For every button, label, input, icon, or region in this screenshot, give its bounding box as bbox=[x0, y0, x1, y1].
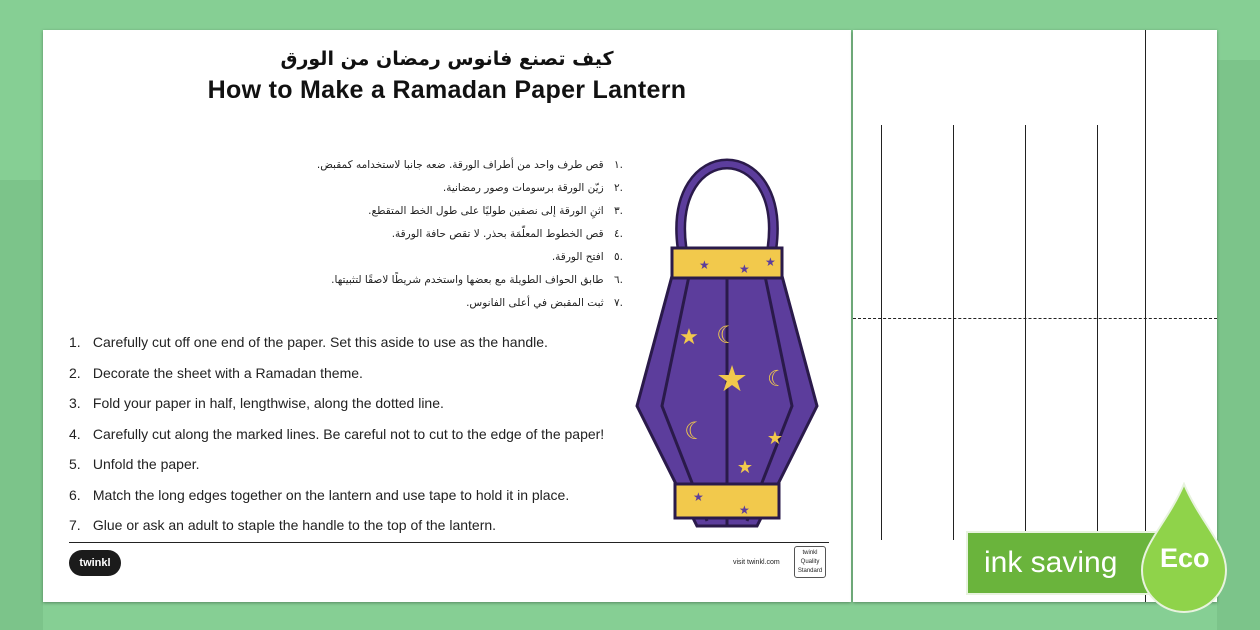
svg-text:★: ★ bbox=[699, 258, 710, 272]
list-item: .٣ اثنِ الورقة إلى نصفين طوليًا على طول الخط المتقطع. bbox=[368, 205, 623, 217]
list-item: 5. Unfold the paper. bbox=[69, 456, 200, 472]
list-item: .٢ زيّن الورقة برسومات وصور رمضانية. bbox=[442, 182, 623, 194]
list-item: 2. Decorate the sheet with a Ramadan theme. bbox=[69, 364, 363, 381]
svg-text:★: ★ bbox=[765, 255, 776, 269]
list-item: .٤ قص الخطوط المعلّمَة بحذر. لا تقص حافة الورقة. bbox=[391, 228, 623, 240]
svg-text:★: ★ bbox=[736, 457, 754, 477]
list-item: 7. Glue or ask an adult to staple the handle to the top of the lantern. bbox=[69, 517, 497, 533]
title-english: How to Make a Ramadan Paper Lantern bbox=[207, 76, 687, 104]
svg-text:★: ★ bbox=[766, 428, 784, 448]
arabic-steps bbox=[203, 154, 623, 315]
eco-label: Eco bbox=[1160, 543, 1210, 573]
svg-text:★: ★ bbox=[679, 324, 699, 349]
footer-divider bbox=[69, 542, 829, 543]
visit-link[interactable]: visit twinkl.com bbox=[733, 559, 780, 566]
svg-text:☾: ☾ bbox=[716, 322, 738, 349]
background-silhouette bbox=[0, 180, 43, 630]
list-item: .١ قص طرف واحد من أطراف الورقة. ضعه جانبا لاستخدامه كمقبض. bbox=[316, 159, 623, 171]
english-steps bbox=[69, 327, 604, 541]
list-item: .٧ ثبت المقبض في أعلى الفانوس. bbox=[466, 297, 623, 309]
cut-line bbox=[1025, 125, 1026, 540]
fold-line bbox=[853, 318, 1217, 319]
list-item: 1. Carefully cut off one end of the paper. Set this aside to use as the handle. bbox=[69, 334, 548, 350]
list-item: .٦ طابق الحواف الطويلة مع بعضها واستخدم شريطًا لاصقًا لتثبيتها. bbox=[331, 274, 623, 286]
svg-text:☾: ☾ bbox=[767, 366, 787, 391]
list-item: 3. Fold your paper in half, lengthwise, along the dotted line. bbox=[69, 395, 444, 411]
cut-line bbox=[953, 125, 954, 540]
list-item: 4. Carefully cut along the marked lines. Be careful not to cut to the edge of the paper! bbox=[69, 425, 605, 442]
worksheet-page bbox=[43, 30, 851, 602]
lantern-illustration bbox=[627, 126, 827, 531]
cut-line bbox=[1097, 125, 1098, 540]
svg-text:☾: ☾ bbox=[684, 418, 706, 445]
svg-text:★: ★ bbox=[693, 490, 704, 504]
list-item: .٥ افتح الورقة. bbox=[551, 251, 623, 263]
svg-text:★: ★ bbox=[715, 358, 749, 399]
cut-line bbox=[881, 125, 882, 540]
svg-text:★: ★ bbox=[739, 262, 750, 276]
svg-text:★: ★ bbox=[739, 503, 750, 517]
ink-saving-banner: ink saving bbox=[966, 531, 1161, 595]
title-arabic: كيف تصنع فانوس رمضان من الورق bbox=[280, 48, 614, 70]
quality-badge: twinkl Quality Standard bbox=[794, 546, 826, 578]
list-item: 6. Match the long edges together on the lantern and use tape to hold it in place. bbox=[69, 486, 570, 503]
twinkl-logo: twinkl bbox=[69, 550, 121, 576]
